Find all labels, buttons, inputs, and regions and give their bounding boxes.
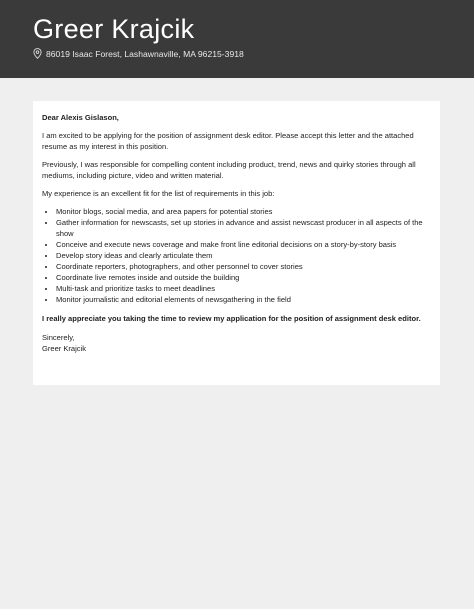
requirements-list xyxy=(42,206,431,305)
list-item: • Develop story ideas and clearly articulate them xyxy=(56,250,431,261)
salutation: Dear Alexis Gislason, xyxy=(42,113,119,122)
header-banner xyxy=(0,0,474,78)
signature: Greer Krajcik xyxy=(42,344,87,353)
list-item: • Monitor blogs, social media, and area papers for potential stories xyxy=(56,206,431,217)
applicant-name: Greer Krajcik xyxy=(33,14,195,44)
location-pin-icon xyxy=(33,48,42,59)
cover-letter-body xyxy=(33,101,440,385)
list-item: • Coordinate reporters, photographers, and other personnel to cover stories xyxy=(56,261,431,272)
applicant-address xyxy=(33,48,244,59)
paragraph-intro: I am excited to be applying for the position of assignment desk editor. Please accept this letter and the attached resume as my interest in this position. xyxy=(42,131,414,151)
list-item: • Monitor journalistic and editorial elements of newsgathering in the field xyxy=(56,294,431,305)
paragraph-requirements-intro: My experience is an excellent fit for the list of requirements in this job: xyxy=(42,189,275,198)
paragraph-experience: Previously, I was responsible for compelling content including product, trend, news and quirky stories through all mediums, including picture, video and written material. xyxy=(42,160,416,180)
list-item: • Multi-task and prioritize tasks to meet deadlines xyxy=(56,283,431,294)
list-item: • Coordinate live remotes inside and outside the building xyxy=(56,272,431,283)
address-text: 86019 Isaac Forest, Lashawnaville, MA 96215-3918 xyxy=(46,48,244,59)
list-item: • Gather information for newscasts, set up stories in advance and assist newscast producer in all aspects of the show xyxy=(56,217,431,239)
signoff: Sincerely, xyxy=(42,333,75,342)
list-item: • Conceive and execute news coverage and make front line editorial decisions on a story-by-story basis xyxy=(56,239,431,250)
closing-statement: I really appreciate you taking the time to review my application for the position of assignment desk editor. xyxy=(42,314,421,323)
